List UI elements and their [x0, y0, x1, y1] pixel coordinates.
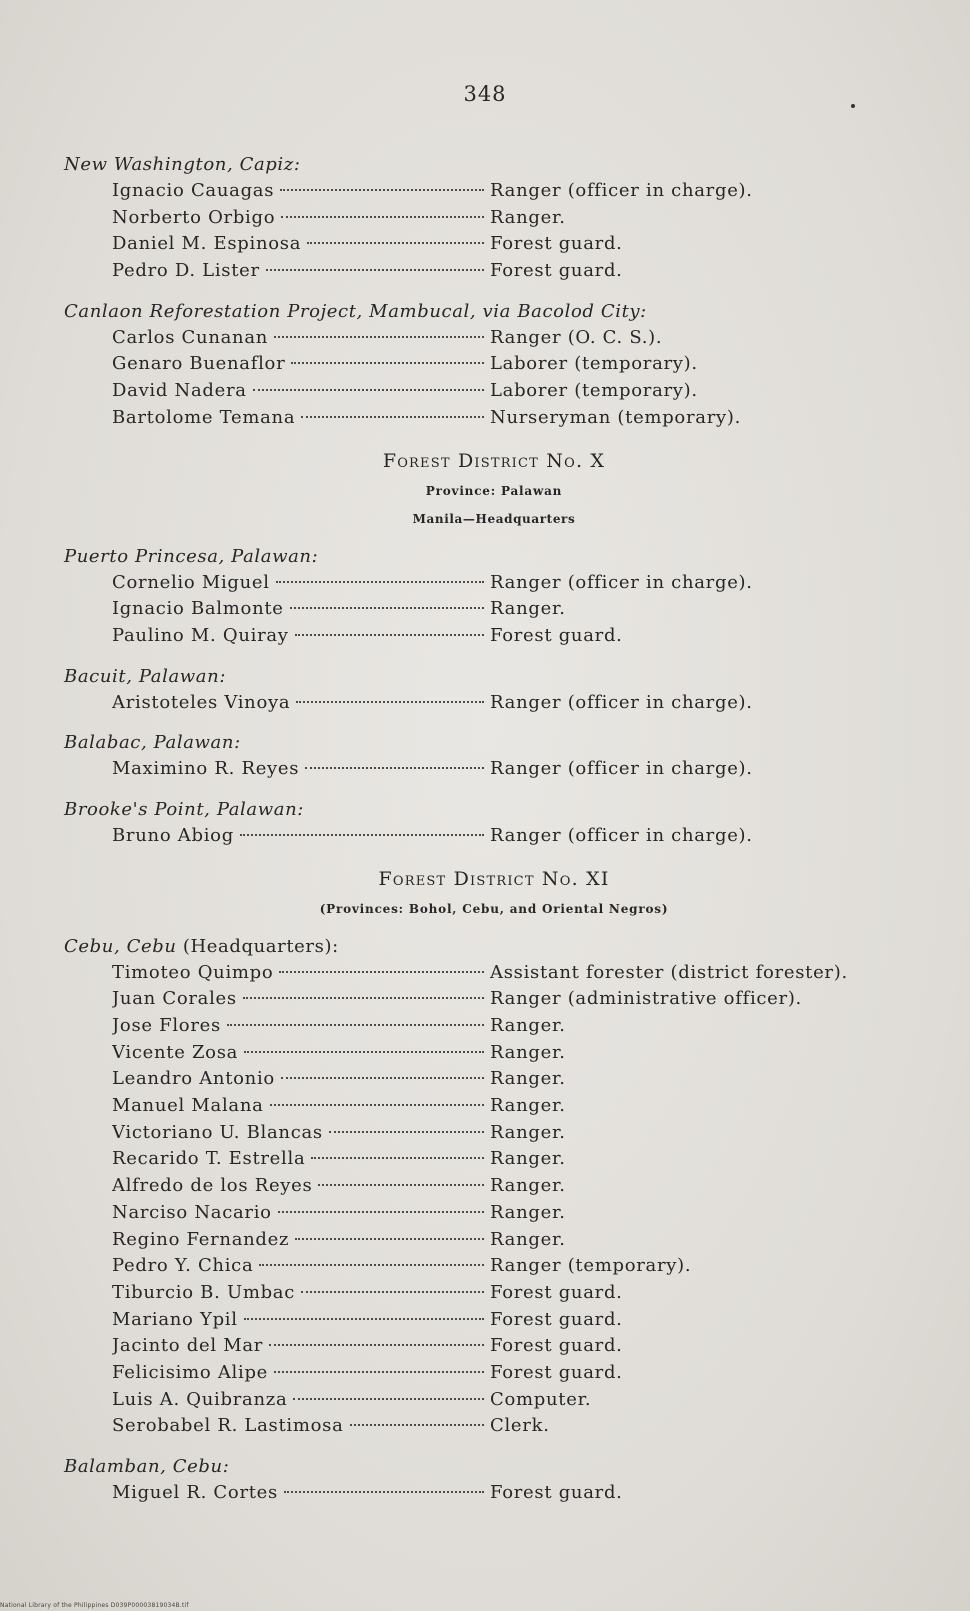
personnel-name-cell [112, 756, 484, 783]
dot-leader [301, 1291, 484, 1293]
station-heading [64, 152, 924, 178]
personnel-name-cell [112, 1280, 484, 1307]
dot-leader [281, 1077, 484, 1079]
personnel-row [112, 1333, 924, 1360]
dot-leader [290, 607, 484, 609]
personnel-title: Ranger. [490, 1015, 566, 1036]
personnel-name-cell [112, 205, 484, 232]
personnel-name: Miguel R. Cortes [112, 1482, 278, 1503]
personnel-row [112, 1387, 924, 1414]
personnel-title: Clerk. [490, 1415, 550, 1437]
district-heading: Forest District No. XI [378, 867, 610, 890]
personnel-row [112, 1280, 924, 1307]
personnel-name: Daniel M. Espinosa [112, 233, 302, 255]
personnel-name-cell [112, 1480, 484, 1507]
personnel-name: Genaro Buenaflor [112, 353, 286, 375]
personnel-name: Regino Fernandez [112, 1228, 290, 1250]
dot-leader [280, 189, 484, 191]
district-heading: Forest District No. X [382, 449, 606, 472]
personnel-row [112, 1227, 924, 1254]
dot-leader [296, 701, 484, 703]
personnel-row [112, 1200, 924, 1227]
personnel-name-cell [112, 1066, 484, 1093]
personnel-row [112, 1253, 924, 1280]
personnel-row [112, 1307, 924, 1334]
personnel-name: Jacinto del Mar [112, 1335, 264, 1357]
personnel-name-cell [112, 258, 484, 285]
personnel-row [112, 231, 924, 258]
personnel-name-cell [112, 1040, 484, 1067]
personnel-title: Forest guard. [490, 1308, 623, 1330]
personnel-name: Carlos Cunanan [112, 326, 269, 348]
personnel-title: Ranger. [490, 1121, 566, 1143]
personnel-name: Jose Flores [112, 1015, 221, 1036]
personnel-name: Paulino M. Quiray [112, 624, 289, 646]
personnel-row [112, 378, 924, 405]
station-name: Cebu, Cebu [64, 935, 177, 957]
station-name: Puerto Princesa, Palawan: [64, 545, 319, 567]
personnel-name-cell [112, 1253, 484, 1280]
personnel-name-cell [112, 1333, 484, 1360]
personnel-name: Bartolome Temana [112, 406, 296, 428]
dot-leader [329, 1131, 484, 1133]
personnel-title: Forest guard. [490, 1335, 623, 1357]
station-name: Brooke's Point, Palawan: [64, 798, 304, 820]
dot-leader [259, 1264, 484, 1266]
personnel-name: Recarido T. Estrella [112, 1148, 306, 1170]
personnel-name: Serobabel R. Lastimosa [112, 1415, 344, 1437]
dot-leader [244, 1318, 484, 1320]
personnel-name-cell [112, 178, 484, 205]
personnel-row [112, 690, 924, 717]
personnel-name-cell [112, 1120, 484, 1147]
scan-footer: National Library of the Philippines D039P00003819034B.tif [0, 1602, 189, 1609]
district-subheading: Province: Palawan [425, 483, 563, 498]
personnel-title: Nurseryman (temporary). [490, 406, 742, 428]
personnel-title: Forest guard. [490, 1281, 623, 1303]
personnel-row [112, 405, 924, 432]
page-number: 348 [463, 82, 507, 106]
personnel-title: Laborer (temporary). [490, 353, 698, 375]
personnel-row [112, 823, 924, 850]
dot-leader [274, 336, 484, 338]
personnel-name: Norberto Orbigo [112, 206, 276, 228]
personnel-name: Tiburcio B. Umbac [112, 1281, 296, 1303]
personnel-title: Ranger. [490, 598, 566, 620]
dot-leader [244, 1051, 484, 1053]
personnel-name: Alfredo de los Reyes [112, 1175, 313, 1197]
personnel-title: Ranger. [490, 1175, 566, 1197]
ink-speck [851, 104, 855, 108]
personnel-name: Victoriano U. Blancas [112, 1121, 323, 1143]
station-name: Bacuit, Palawan: [64, 665, 226, 687]
personnel-row [112, 178, 924, 205]
personnel-name-cell [112, 1093, 484, 1120]
dot-leader [301, 416, 484, 418]
personnel-title: Assistant forester (district forester). [490, 961, 848, 983]
personnel-title: Ranger. [490, 206, 566, 228]
dot-leader [274, 1371, 484, 1373]
station-note: (Headquarters): [176, 935, 339, 957]
personnel-row [112, 623, 924, 650]
personnel-name-cell [112, 1146, 484, 1173]
station-heading [64, 1454, 924, 1480]
personnel-title: Ranger. [490, 1095, 566, 1117]
personnel-name-cell [112, 986, 484, 1013]
personnel-name: Juan Corales [112, 988, 237, 1010]
dot-leader [305, 767, 484, 769]
personnel-row [112, 351, 924, 378]
dot-leader [276, 581, 484, 583]
district-subheading: Manila—Headquarters [412, 511, 576, 526]
personnel-name-cell [112, 351, 484, 378]
station-name: Balabac, Palawan: [64, 732, 241, 754]
station-heading [64, 664, 924, 690]
personnel-title: Ranger. [490, 1148, 566, 1170]
personnel-name-cell [112, 1227, 484, 1254]
dot-leader [295, 1238, 484, 1240]
personnel-name: Aristoteles Vinoya [112, 691, 291, 713]
personnel-title: Forest guard. [490, 1482, 623, 1503]
personnel-name: Pedro D. Lister [112, 260, 260, 282]
district-subheading: (Provinces: Bohol, Cebu, and Oriental Negros) [319, 901, 669, 916]
personnel-row [112, 1120, 924, 1147]
station-heading [64, 730, 924, 756]
dot-leader [279, 971, 484, 973]
personnel-name: Felicisimo Alipe [112, 1361, 269, 1383]
station-heading [64, 797, 924, 823]
dot-leader [240, 834, 484, 836]
dot-leader [307, 242, 484, 244]
personnel-name-cell [112, 1173, 484, 1200]
personnel-title: Ranger (temporary). [490, 1255, 692, 1277]
personnel-title: Forest guard. [490, 260, 623, 282]
station-name: New Washington, Capiz: [64, 154, 301, 175]
personnel-name: Timoteo Quimpo [112, 961, 274, 983]
personnel-row [112, 570, 924, 597]
personnel-name-cell [112, 823, 484, 850]
personnel-name-cell [112, 596, 484, 623]
personnel-name-cell [112, 1307, 484, 1334]
personnel-title: Laborer (temporary). [490, 380, 698, 402]
personnel-name: Manuel Malana [112, 1095, 264, 1117]
personnel-name: Vicente Zosa [112, 1041, 239, 1063]
station-heading [64, 299, 924, 325]
station-name: Balamban, Cebu: [64, 1456, 230, 1477]
personnel-name-cell [112, 378, 484, 405]
personnel-row [112, 205, 924, 232]
dot-leader [278, 1211, 484, 1213]
personnel-row [112, 596, 924, 623]
personnel-name-cell [112, 960, 484, 987]
dot-leader [243, 997, 484, 999]
dot-leader [270, 1104, 484, 1106]
personnel-row [112, 1146, 924, 1173]
station-heading [64, 934, 924, 960]
dot-leader [295, 634, 484, 636]
personnel-row [112, 1480, 924, 1507]
personnel-row [112, 1413, 924, 1440]
personnel-name: Narciso Nacario [112, 1201, 272, 1223]
personnel-name: Bruno Abiog [112, 824, 234, 846]
district-header [64, 448, 924, 530]
personnel-title: Forest guard. [490, 1361, 623, 1383]
personnel-title: Ranger (O. C. S.). [490, 326, 663, 348]
personnel-title: Ranger (officer in charge). [490, 180, 753, 201]
dot-leader [253, 389, 484, 391]
station-name: Canlaon Reforestation Project, Mambucal, via Bacolod City: [64, 300, 647, 322]
district-header [64, 866, 924, 920]
dot-leader [350, 1424, 484, 1426]
dot-leader [284, 1491, 484, 1493]
personnel-title: Ranger. [490, 1068, 566, 1090]
personnel-name: Pedro Y. Chica [112, 1255, 254, 1277]
dot-leader [266, 269, 484, 271]
personnel-name: Ignacio Cauagas [112, 180, 275, 201]
personnel-row [112, 1360, 924, 1387]
personnel-name-cell [112, 1013, 484, 1040]
dot-leader [269, 1344, 484, 1346]
personnel-row [112, 1013, 924, 1040]
dot-leader [318, 1184, 484, 1186]
roster-content [64, 138, 924, 1507]
personnel-name-cell [112, 570, 484, 597]
personnel-title: Forest guard. [490, 233, 623, 255]
dot-leader [293, 1398, 484, 1400]
personnel-name-cell [112, 690, 484, 717]
personnel-row [112, 756, 924, 783]
personnel-name: Luis A. Quibranza [112, 1388, 288, 1410]
personnel-row [112, 258, 924, 285]
personnel-name-cell [112, 325, 484, 352]
personnel-row [112, 1040, 924, 1067]
personnel-row [112, 1066, 924, 1093]
personnel-title: Ranger (officer in charge). [490, 571, 753, 593]
dot-leader [311, 1157, 484, 1159]
personnel-name: Ignacio Balmonte [112, 598, 284, 620]
personnel-title: Ranger. [490, 1201, 566, 1223]
personnel-row [112, 960, 924, 987]
personnel-title: Ranger. [490, 1228, 566, 1250]
personnel-name: Maximino R. Reyes [112, 758, 300, 780]
personnel-name-cell [112, 1413, 484, 1440]
personnel-name-cell [112, 1360, 484, 1387]
personnel-row [112, 1093, 924, 1120]
personnel-title: Ranger (officer in charge). [490, 758, 753, 780]
personnel-row [112, 986, 924, 1013]
personnel-name: Mariano Ypil [112, 1308, 238, 1330]
personnel-name-cell [112, 231, 484, 258]
personnel-name-cell [112, 623, 484, 650]
personnel-name: Cornelio Miguel [112, 571, 270, 593]
dot-leader [227, 1024, 484, 1026]
personnel-name-cell [112, 1200, 484, 1227]
personnel-name-cell [112, 1387, 484, 1414]
station-heading [64, 544, 924, 570]
personnel-title: Ranger. [490, 1041, 566, 1063]
personnel-title: Forest guard. [490, 624, 623, 646]
personnel-row [112, 1173, 924, 1200]
personnel-name: David Nadera [112, 380, 247, 402]
personnel-row [112, 325, 924, 352]
personnel-title: Ranger (administrative officer). [490, 988, 802, 1010]
personnel-name-cell [112, 405, 484, 432]
dot-leader [281, 216, 484, 218]
personnel-name: Leandro Antonio [112, 1068, 275, 1090]
personnel-title: Ranger (officer in charge). [490, 691, 753, 713]
personnel-title: Ranger (officer in charge). [490, 824, 753, 846]
dot-leader [291, 362, 484, 364]
personnel-title: Computer. [490, 1388, 592, 1410]
